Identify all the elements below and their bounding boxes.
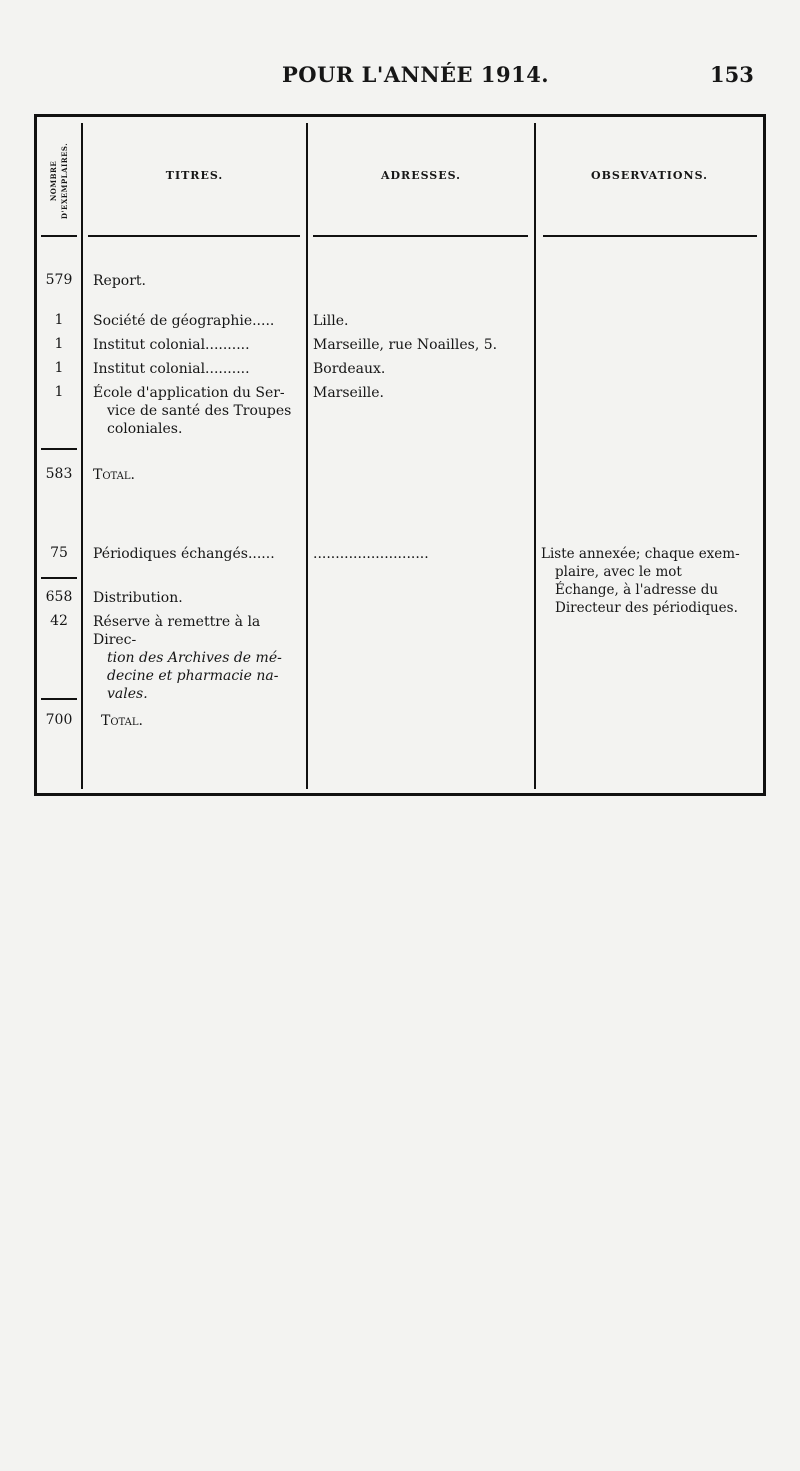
page-header (0, 62, 800, 92)
column-divider (306, 123, 308, 789)
row-title: Société de géographie..... (93, 313, 275, 329)
total-label: Total. (101, 713, 143, 729)
header-rule (543, 235, 757, 237)
reserve-title (93, 613, 303, 703)
row-title: Institut colonial.......... (93, 337, 250, 353)
observation-line: Échange, à l'adresse du (555, 582, 719, 598)
row-address: Marseille, rue Noailles, 5. (313, 337, 498, 353)
row-address: Bordeaux. (313, 361, 386, 377)
reserve-count: 42 (50, 613, 68, 629)
row-title-line: vice de santé des Troupes (107, 403, 292, 419)
row-count: 1 (54, 336, 64, 352)
report-title: Report. (93, 273, 146, 289)
subtotal-label: Total. (93, 467, 135, 483)
sum-rule (41, 448, 77, 450)
exchanges-address: .......................... (313, 546, 429, 562)
running-title: POUR L'ANNÉE 1914. (282, 62, 550, 87)
row-address: Lille. (313, 313, 349, 329)
distribution-title: Distribution. (93, 590, 183, 606)
row-count: 1 (54, 384, 64, 400)
reserve-title-line: vales. (107, 686, 148, 702)
subtotal-count: 583 (45, 466, 73, 482)
sum-rule (41, 577, 77, 579)
row-count: 1 (54, 360, 64, 376)
row-address: Marseille. (313, 385, 385, 401)
observation-line: plaire, avec le mot (555, 564, 682, 580)
total-count: 700 (45, 712, 73, 728)
header-rule (88, 235, 300, 237)
sum-rule (41, 698, 77, 700)
count-header-line: NOMBRE (49, 160, 58, 202)
column-header-count (39, 129, 79, 233)
page-number: 153 (710, 62, 754, 87)
column-divider (81, 123, 83, 789)
column-divider (534, 123, 536, 789)
header-rule (313, 235, 528, 237)
distribution-count: 658 (45, 589, 73, 605)
row-title (93, 384, 303, 438)
exchanges-observation (541, 545, 759, 617)
exchanges-title: Périodiques échangés...... (93, 546, 275, 562)
column-header-observations: OBSERVATIONS. (591, 169, 708, 182)
reserve-title-line: tion des Archives de mé- (107, 650, 282, 666)
observation-line: Directeur des périodiques. (555, 600, 738, 616)
row-title-line: École d'application du Ser- (93, 385, 285, 401)
reserve-title-line: Réserve à remettre à la Direc- (93, 614, 261, 648)
observation-line: Liste annexée; chaque exem- (541, 546, 740, 562)
header-rule (41, 235, 77, 237)
reserve-title-line: decine et pharmacie na- (107, 668, 279, 684)
row-title: Institut colonial.......... (93, 361, 250, 377)
row-count: 1 (54, 312, 64, 328)
column-header-addresses: ADRESSES. (380, 169, 461, 182)
report-count: 579 (45, 272, 73, 288)
row-title-line: coloniales. (107, 421, 183, 437)
column-header-titles: TITRES. (165, 169, 224, 182)
exchanges-count: 75 (50, 545, 68, 561)
count-header-line: D'EXEMPLAIRES. (60, 142, 69, 220)
distribution-table (34, 114, 766, 796)
